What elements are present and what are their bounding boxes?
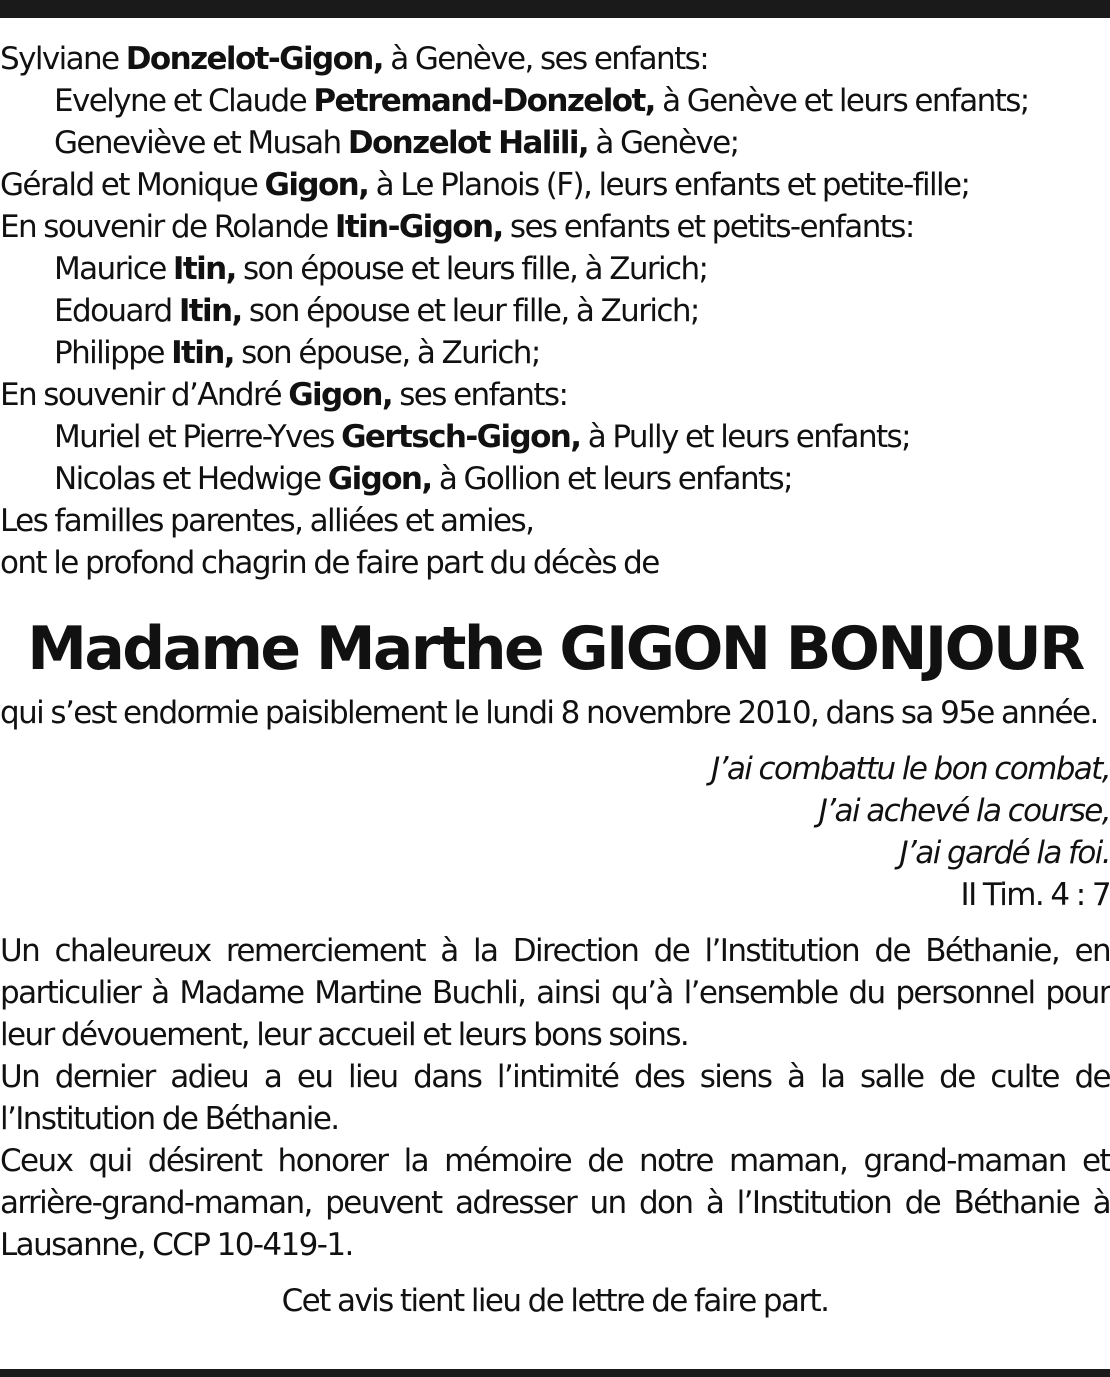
death-text: qui s’est endormie paisiblement le lundi 8 novembre 2010, dans sa 95e année. [0, 695, 1098, 731]
family-line-text: Edouard [54, 293, 179, 329]
family-surname: Itin, [178, 293, 242, 329]
family-line-text: ses enfants: [392, 377, 568, 413]
family-line-text: Muriel et Pierre-Yves [54, 419, 342, 455]
farewell-paragraph: Un dernier adieu a eu lieu dans l’intimité des siens à la salle de culte de l’Institution de Béthanie. [0, 1059, 1110, 1137]
verse-line: J’ai combattu le bon combat, [711, 751, 1110, 787]
family-surname: Petremand-Donzelot, [313, 83, 655, 119]
family-line [0, 206, 1110, 248]
family-line [0, 290, 1110, 332]
family-line [0, 416, 1110, 458]
donation-paragraph: Ceux qui désirent honorer la mémoire de notre maman, grand-maman et arrière-grand-maman, peuvent adresser un don à l’Institution de Béthanie à Lausanne, CCP 10-419-1. [0, 1143, 1110, 1263]
thanks-paragraph: Un chaleureux remerciement à la Direction de l’Institution de Béthanie, en particulier à Madame Martine Buchli, ainsi qu’à l’ensemble du personnel pour leur dévouement, leur accueil et leurs bons soins. [0, 933, 1110, 1053]
verse-line: J’ai gardé la foi. [899, 835, 1110, 871]
family-line-text: Sylviane [0, 41, 126, 77]
family-surname: Gigon, [288, 377, 392, 413]
family-line-text: Nicolas et Hedwige [54, 461, 328, 497]
family-line [0, 38, 1110, 80]
families-line: Les familles parentes, alliées et amies, [0, 503, 534, 539]
family-surname: Donzelot-Gigon, [125, 41, 383, 77]
family-line-text: son épouse, à Zurich; [233, 335, 540, 371]
family-line-text: à Le Planois (F), leurs enfants et petite-fille; [368, 167, 970, 203]
family-line-text: Geneviève et Musah [54, 125, 348, 161]
family-line-text: son épouse et leur fille, à Zurich; [241, 293, 699, 329]
family-surname: Itin, [172, 251, 236, 287]
family-line-text: son épouse et leurs fille, à Zurich; [235, 251, 708, 287]
closing-line: Cet avis tient lieu de lettre de faire part. [281, 1283, 829, 1319]
family-surname: Gertsch-Gigon, [341, 419, 581, 455]
family-line [0, 164, 1110, 206]
family-line [0, 332, 1110, 374]
verse-line: J’ai achevé la course, [818, 793, 1110, 829]
family-line-text: En souvenir de Rolande [0, 209, 335, 245]
family-line-text: En souvenir d’André [0, 377, 289, 413]
family-line-text: Maurice [54, 251, 173, 287]
announcement-line: ont le profond chagrin de faire part du décès de [0, 545, 659, 581]
family-surname: Itin, [171, 335, 234, 371]
family-line-text: à Genève; [588, 125, 739, 161]
family-surname: Gigon, [327, 461, 432, 497]
family-line-text: à Genève et leurs enfants; [654, 83, 1029, 119]
family-list [0, 38, 1110, 500]
bottom-rule [0, 1369, 1110, 1377]
family-line-text: ses enfants et petits-enfants: [502, 209, 914, 245]
family-surname: Gigon, [264, 167, 369, 203]
bible-verse [0, 748, 1110, 916]
verse-reference: II Tim. 4 : 7 [960, 877, 1110, 913]
family-surname: Donzelot Halili, [347, 125, 589, 161]
deceased-name: Madame Marthe GIGON BONJOUR [27, 614, 1083, 684]
family-line [0, 80, 1110, 122]
death-notice [0, 38, 1110, 1322]
family-line [0, 248, 1110, 290]
family-line-text: à Genève, ses enfants: [382, 41, 709, 77]
family-line-text: Evelyne et Claude [54, 83, 314, 119]
family-line [0, 374, 1110, 416]
family-line [0, 458, 1110, 500]
family-line-text: à Gollion et leurs enfants; [431, 461, 792, 497]
family-line [0, 122, 1110, 164]
top-rule [0, 0, 1110, 18]
family-line-text: à Pully et leurs enfants; [580, 419, 910, 455]
family-line-text: Philippe [54, 335, 172, 371]
family-surname: Itin-Gigon, [334, 209, 503, 245]
family-line-text: Gérald et Monique [0, 167, 265, 203]
